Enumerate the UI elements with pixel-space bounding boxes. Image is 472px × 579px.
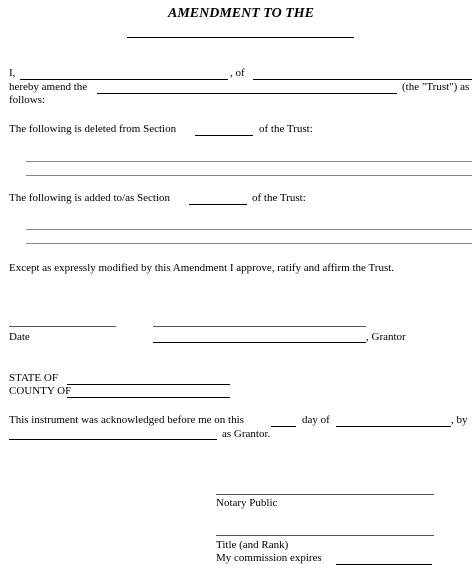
label-hereby-amend: hereby amend the — [9, 81, 88, 93]
state-blank[interactable] — [67, 384, 230, 385]
deleted-text-line-2[interactable] — [26, 175, 472, 176]
grantor-printed-name-line[interactable] — [153, 342, 366, 343]
date-label: Date — [9, 331, 30, 343]
grantor-signature-line[interactable] — [153, 326, 366, 327]
ack-text-part-2: day of — [302, 414, 330, 426]
added-section-text: The following is added to/as Section — [9, 192, 170, 204]
commission-expires-blank[interactable] — [336, 564, 432, 565]
document-title: AMENDMENT TO THE — [168, 6, 314, 21]
deleted-section-text: The following is deleted from Section — [9, 123, 177, 135]
added-text-line-1[interactable] — [26, 229, 472, 230]
except-statement: Except as expressly modified by this Amendment I approve, ratify and affirm the Trust. — [9, 262, 395, 274]
added-section-number-blank[interactable] — [189, 204, 247, 205]
trust-name-line[interactable] — [127, 37, 354, 38]
ack-text-part-3: , by — [451, 414, 468, 426]
label-of: , of — [230, 67, 245, 79]
as-grantor-text: as Grantor. — [222, 428, 271, 440]
label-follows: follows: — [9, 94, 46, 106]
title-rank-label: Title (and Rank) — [216, 539, 289, 551]
label-trust-suffix: (the "Trust") as — [402, 81, 470, 93]
ack-day-blank[interactable] — [271, 426, 296, 427]
deleted-section-number-blank[interactable] — [195, 135, 253, 136]
county-label: COUNTY OF — [9, 385, 72, 397]
date-line[interactable] — [9, 326, 116, 327]
added-section-suffix: of the Trust: — [252, 192, 306, 204]
grantor-name-blank[interactable] — [20, 79, 228, 80]
grantor-label: , Grantor — [366, 331, 406, 343]
ack-grantor-name-blank[interactable] — [9, 439, 217, 440]
title-rank-line[interactable] — [216, 535, 434, 536]
label-i: I, — [9, 67, 16, 79]
added-text-line-2[interactable] — [26, 243, 472, 244]
notary-public-label: Notary Public — [216, 497, 278, 509]
ack-text-part-1: This instrument was acknowledged before me on this — [9, 414, 244, 426]
deleted-text-line-1[interactable] — [26, 161, 472, 162]
trust-title-blank[interactable] — [97, 93, 397, 94]
state-label: STATE OF — [9, 372, 58, 384]
ack-month-blank[interactable] — [336, 426, 451, 427]
deleted-section-suffix: of the Trust: — [259, 123, 313, 135]
notary-signature-line[interactable] — [216, 494, 434, 495]
grantor-address-blank[interactable] — [253, 79, 472, 80]
commission-expires-label: My commission expires — [216, 552, 322, 564]
county-blank[interactable] — [67, 397, 230, 398]
